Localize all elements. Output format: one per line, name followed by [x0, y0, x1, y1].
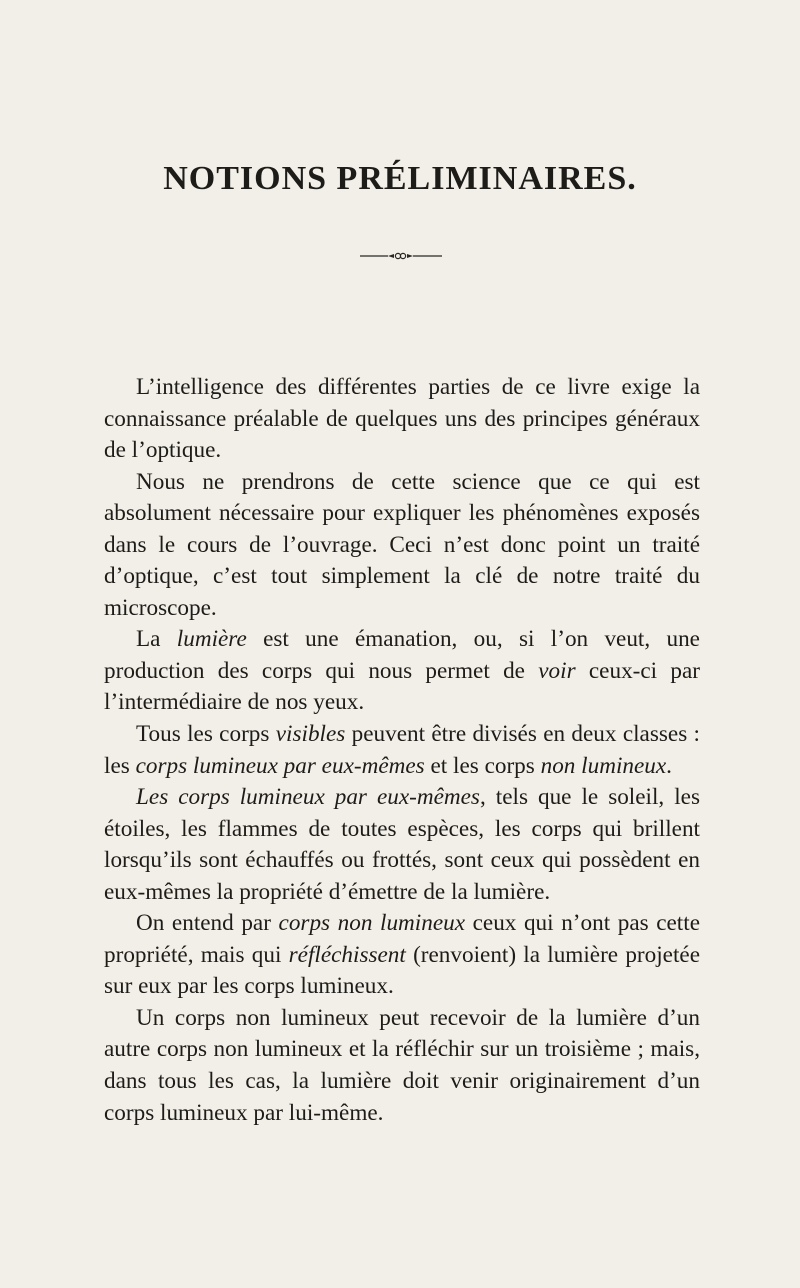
paragraph-2: Nous ne prendrons de cette science que ce qui est absolument nécessaire pour expliquer les phénomènes exposés dans le cours de l’ouvrage. Ceci n’est donc point un traité d’optique, c’est tout simplement la clé de notre traité du microscope.: [104, 468, 700, 621]
paragraph-7: Un corps non lumineux peut recevoir de la lumière d’un autre corps non lumineux et la réfléchir sur un troisième ; mais, dans tous les cas, la lumière doit venir originairement d’un corps lumineux par lui-même.: [104, 1004, 700, 1126]
paragraph-4: [104, 719, 700, 782]
paragraph-4-text: et les corps: [424, 752, 541, 779]
paragraph-1: L’intelligence des différentes parties de ce livre exige la connaissance préalable de quelques uns des principes généraux de l’optique.: [104, 374, 700, 464]
paragraph-5: [104, 782, 700, 908]
paragraph-3-text: La: [136, 626, 177, 653]
emphasis-voir: voir: [538, 657, 576, 684]
paragraph-4-text: .: [666, 752, 672, 779]
emphasis-corps-lumineux-par-eux-memes: Les corps lumineux par eux-mêmes: [136, 784, 480, 811]
paragraph-6-text: On entend par: [136, 910, 279, 937]
paragraph-3-text: est une émanation, ou, si l’on veut, une production des corps qui nous permet de: [104, 626, 700, 684]
paragraph-4-text: Tous les corps: [136, 721, 276, 748]
emphasis-non-lumineux: non lumineux: [540, 752, 667, 779]
paragraph-6-text: ceux qui n’ont pas cette propriété, mais qui: [104, 910, 700, 968]
body-text: [104, 372, 700, 1129]
paragraph-3-text: ceux-ci par l’intermédiaire de nos yeux.: [104, 657, 700, 716]
emphasis-visibles: visibles: [275, 721, 346, 748]
paragraph-5-text: , tels que le soleil, les étoiles, les flammes de toutes espèces, les corps qui brillent lorsqu’ils sont échauffés ou frottés, sont ceux qui possèdent en eux-mêmes la propriété d’émettre de la lumière.: [104, 784, 700, 905]
emphasis-reflechissent: réfléchissent: [288, 941, 406, 968]
emphasis-lumiere: lumière: [176, 626, 247, 653]
emphasis-corps-lumineux: corps lumineux par eux-mêmes: [135, 752, 425, 779]
chapter-title: NOTIONS PRÉLIMINAIRES.: [163, 160, 637, 197]
paragraph-6: [104, 908, 700, 1003]
paragraph-3: [104, 624, 700, 719]
paragraph-4-text: peuvent être divisés en deux classes : les: [104, 721, 700, 779]
emphasis-corps-non-lumineux: corps non lumineux: [278, 910, 466, 937]
title-ornament: [360, 251, 442, 261]
paragraph-6-text: (renvoient) la lumière projetée sur eux par les corps lumineux.: [104, 941, 700, 1000]
